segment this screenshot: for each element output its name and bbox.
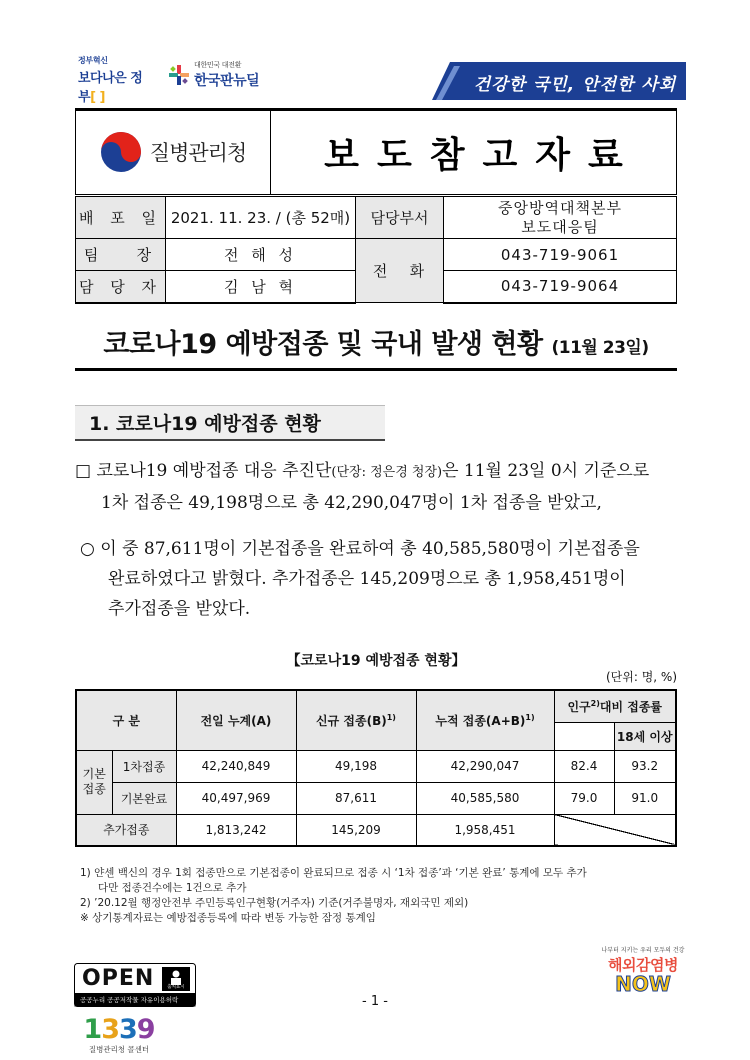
call-number: 1339 <box>83 1014 155 1045</box>
col-header-rate: 인구$^{2)}$대비 접종률 <box>554 690 676 722</box>
cell-new: 49,198 <box>296 750 416 782</box>
open-sub: 공공누리 공공저작물 자유이용허락 <box>80 996 179 1004</box>
taegeuk-emblem-icon <box>100 131 142 173</box>
overseas-infection-now-logo <box>598 945 688 1007</box>
gov-logo-bracket: [ ] <box>90 90 105 105</box>
cell-cumulative: 40,585,580 <box>416 782 554 814</box>
cell-cumulative: 1,958,451 <box>416 814 554 846</box>
footnote-3: ※ 상기통계자료는 예방접종등록에 따라 변동 가능한 잠정 통계임 <box>80 912 376 924</box>
cell-rate: 82.4 <box>554 750 614 782</box>
main-title-date: (11월 23일) <box>551 338 649 358</box>
leader-label: 팀 장 <box>76 239 166 271</box>
cell-empty-diagonal <box>554 814 676 846</box>
paragraph-2-line2: 완료하였다고 밝혔다. 추가접종은 145,209명으로 총 1,958,451명이 <box>108 569 626 589</box>
phone-1: 043-719-9061 <box>444 239 677 271</box>
footnote-1-cont: 다만 접종건수에는 1건으로 추가 <box>98 882 247 894</box>
row-label-complete: 기본완료 <box>112 782 176 814</box>
new-deal-icon <box>168 64 190 86</box>
open-badge: 출처표시 <box>167 985 185 990</box>
staff-value: 김 남 혁 <box>166 271 356 303</box>
cell-rate18: 91.0 <box>614 782 676 814</box>
paragraph-2-line1: ○ 이 중 87,611명이 기본접종을 완료하여 총 40,585,580명이 기본접종을 <box>80 539 640 559</box>
col-header-18plus: 18세 이상 <box>614 722 676 750</box>
gov-logo-small-text: 정부혁신 <box>78 56 108 65</box>
new-deal-big-text: 한국판뉴딜 <box>194 73 260 89</box>
paragraph-2 <box>80 534 685 624</box>
main-title-underline <box>75 368 677 371</box>
vaccination-table <box>75 689 677 847</box>
phone-2: 043-719-9064 <box>444 271 677 303</box>
table-header-row-1 <box>76 690 676 722</box>
press-release-title: 보도참고자료 <box>324 134 641 176</box>
cell-rate18: 93.2 <box>614 750 676 782</box>
dept-value <box>444 197 677 239</box>
col-header-new: 신규 접종$(B)^{1)}$ <box>296 690 416 750</box>
press-info-table <box>75 196 677 304</box>
overseas-now-text: NOW <box>615 972 671 996</box>
col-header-rate-blank <box>554 722 614 750</box>
col-header-category: 구 분 <box>76 690 176 750</box>
gov-logo-big-text: 보다나은 정부[ ] <box>78 71 143 105</box>
paragraph-1-line2: 1차 접종은 49,198명으로 총 42,290,047명이 1차 접종을 받았고, <box>101 493 602 513</box>
overseas-big-text: 해외감염병 <box>608 956 678 974</box>
footnote-1: 1) 얀센 백신의 경우 1회 접종만으로 기본접종이 완료되므로 접종 시 ‘1차 접종’과 ‘기본 완료’ 통계에 모두 추가 <box>80 867 587 879</box>
new-deal-small-text: 대한민국 대전환 <box>194 61 242 69</box>
table-row <box>76 782 676 814</box>
main-title <box>75 322 677 361</box>
cell-new: 87,611 <box>296 782 416 814</box>
staff-label: 담 당 자 <box>76 271 166 303</box>
page-number: - 1 - <box>362 994 388 1009</box>
group-basic-label: 기본 접종 <box>76 750 112 814</box>
overseas-small-text: 나부터 지키는 우리 모두의 건강 <box>601 947 685 954</box>
cell-cumulative: 42,290,047 <box>416 750 554 782</box>
section-heading: 1. 코로나19 예방접종 현황 <box>75 405 385 441</box>
table-caption: 【코로나19 예방접종 현황】 <box>286 653 466 669</box>
leader-value: 전 해 성 <box>166 239 356 271</box>
table-unit: (단위: 명, %) <box>605 670 677 684</box>
gov-innovation-logo <box>78 55 150 105</box>
table-row <box>76 814 676 846</box>
main-title-text: 코로나19 예방접종 및 국내 발생 현황 <box>103 329 543 360</box>
square-bullet-icon: □ <box>75 461 92 481</box>
kdca-name: 질병관리청 <box>149 141 247 165</box>
table-footnotes <box>80 866 680 926</box>
release-date-value: 2021. 11. 23. / (총 52매) <box>166 197 356 239</box>
circle-bullet-icon: ○ <box>80 539 95 559</box>
phone-label: 전 화 <box>356 239 444 303</box>
info-row-release <box>76 197 677 239</box>
dept-label: 담당부서 <box>356 197 444 239</box>
cell-prev: 42,240,849 <box>176 750 296 782</box>
col-header-prev: 전일 누계(A) <box>176 690 296 750</box>
paragraph-1 <box>75 456 685 518</box>
release-date-label: 배 포 일 <box>76 197 166 239</box>
paragraph-2-line3: 추가접종을 받았다. <box>108 599 251 619</box>
kdca-logo <box>76 110 271 194</box>
row-label-booster: 추가접종 <box>76 814 176 846</box>
cell-new: 145,209 <box>296 814 416 846</box>
press-header-box <box>75 110 677 195</box>
row-label-first: 1차접종 <box>112 750 176 782</box>
dept-value-line2: 보도대응팀 <box>521 217 599 236</box>
open-label: OPEN <box>82 966 155 991</box>
dept-value-line1: 중앙방역대책본부 <box>498 198 622 217</box>
cell-rate: 79.0 <box>554 782 614 814</box>
kogl-open-logo <box>74 963 196 1007</box>
call-center-label: 질병관리청 콜센터 <box>88 1045 150 1054</box>
footnote-2: 2) ’20.12월 행정안전부 주민등록인구현황(거주자) 기준(거주불명자, 재외국민 제외) <box>80 897 469 909</box>
slogan-text: 건강한 국민, 안전한 사회 <box>473 75 677 95</box>
korean-new-deal-logo <box>168 55 278 95</box>
col-header-cumulative: 누적 접종$(A+B)^{1)}$ <box>416 690 554 750</box>
cell-prev: 40,497,969 <box>176 782 296 814</box>
table-row <box>76 750 676 782</box>
cell-prev: 1,813,242 <box>176 814 296 846</box>
info-row-leader <box>76 239 677 271</box>
call-center-1339-logo <box>74 1016 164 1060</box>
paragraph-1-line1: □ 코로나19 예방접종 대응 추진단(단장: 정은경 청장)은 11월 23일 0시 기준으로 <box>75 461 650 481</box>
